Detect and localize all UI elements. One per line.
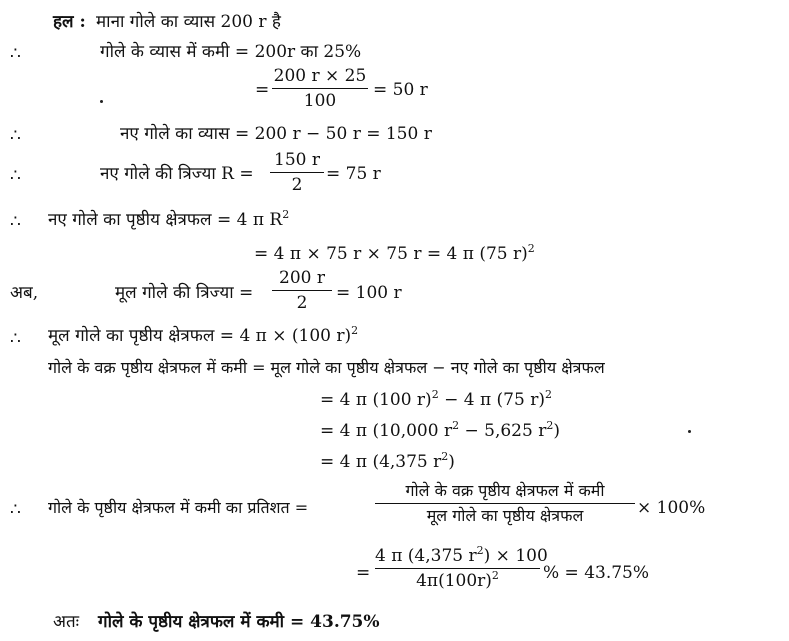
fraction-denominator: मूल गोले का पृष्ठीय क्षेत्रफल [426, 506, 584, 525]
original-radius-text: मूल गोले की त्रिज्या = [115, 283, 254, 303]
fraction-bar [270, 172, 324, 173]
decrease-step-3 [320, 452, 455, 472]
new-radius-text: नए गोले की त्रिज्या R = [100, 164, 254, 184]
therefore-symbol: ∴ [10, 500, 21, 520]
expression: ) × 100 [483, 546, 548, 566]
expression: मूल गोले का पृष्ठीय क्षेत्रफल = 4 π × (100 r) [48, 326, 352, 346]
fraction-denominator: 2 [296, 293, 308, 313]
fraction-denominator [375, 571, 540, 591]
final-answer-text: गोले के पृष्ठीय क्षेत्रफल में कमी = 43.75% [98, 612, 380, 632]
exponent: 2 [351, 324, 359, 337]
exponent: 2 [476, 544, 484, 557]
fraction-numerator [375, 544, 548, 566]
exponent: 2 [546, 419, 554, 432]
expression: = 4 π × 75 r × 75 r = 4 π (75 r) [254, 244, 528, 264]
final-percentage-text: % = 43.75% [543, 563, 650, 583]
result-text: = 50 r [373, 80, 428, 100]
now-label: अब, [10, 283, 39, 303]
exponent: 2 [282, 208, 290, 221]
fraction-final [375, 544, 548, 591]
exponent: 2 [527, 242, 535, 255]
expression: = 4 π (4,375 r [320, 452, 442, 472]
expression: नए गोले का पृष्ठीय क्षेत्रफल = 4 π R [48, 210, 283, 230]
expression: = 4 π (10,000 r [320, 421, 453, 441]
expression: = 4 π (100 r) [320, 390, 432, 410]
expression: 4 π (4,375 r [375, 546, 477, 566]
fraction-bar [272, 88, 368, 89]
expression: − 4 π (75 r) [438, 390, 545, 410]
assumption-text: माना गोले का व्यास 200 r है [96, 12, 281, 32]
therefore-symbol: ∴ [10, 329, 21, 349]
fraction-new-radius [270, 150, 324, 195]
print-speck [100, 100, 103, 103]
therefore-symbol: ∴ [10, 44, 21, 64]
expression: ) [553, 421, 560, 441]
diameter-decrease-text: गोले के व्यास में कमी = 200r का 25% [100, 42, 362, 62]
equals-sign: = [255, 80, 270, 100]
exponent: 2 [431, 388, 439, 401]
new-surface-area-text [48, 210, 289, 230]
solution-label: हल : [53, 12, 86, 32]
percent-decrease-text: गोले के पृष्ठीय क्षेत्रफल में कमी का प्रतिशत = [48, 498, 309, 517]
exponent: 2 [491, 569, 499, 582]
decrease-step-1 [320, 390, 552, 410]
multiplier-text: × 100% [637, 498, 706, 518]
fraction-denominator: 100 [303, 91, 337, 111]
fraction-diameter [272, 66, 368, 111]
fraction-original-radius [272, 268, 332, 313]
fraction-numerator: 200 r [279, 268, 325, 288]
print-speck [688, 430, 691, 433]
fraction-bar [272, 290, 332, 291]
exponent: 2 [544, 388, 552, 401]
new-surface-area-expansion [254, 244, 535, 264]
result-text: = 100 r [336, 283, 402, 303]
fraction-bar [375, 568, 540, 569]
exponent: 2 [441, 450, 449, 463]
decrease-step-2 [320, 421, 560, 441]
expression: − 5,625 r [459, 421, 547, 441]
therefore-symbol: ∴ [10, 166, 21, 186]
therefore-symbol: ∴ [10, 126, 21, 146]
fraction-percent [375, 481, 635, 526]
fraction-denominator: 2 [291, 175, 303, 195]
expression: ) [448, 452, 455, 472]
expression: 4π(100r) [416, 571, 492, 591]
fraction-numerator: 200 r × 25 [273, 66, 367, 86]
therefore-symbol: ∴ [10, 212, 21, 232]
result-text: = 75 r [326, 164, 381, 184]
hence-label: अतः [53, 612, 80, 632]
original-surface-area-text [48, 326, 358, 346]
fraction-numerator: गोले के वक्र पृष्ठीय क्षेत्रफल में कमी [405, 481, 605, 500]
new-diameter-text: नए गोले का व्यास = 200 r − 50 r = 150 r [120, 124, 432, 144]
fraction-numerator: 150 r [274, 150, 320, 170]
exponent: 2 [452, 419, 460, 432]
equals-sign: = [356, 563, 371, 583]
curved-surface-decrease-text: गोले के वक्र पृष्ठीय क्षेत्रफल में कमी = मूल गोले का पृष्ठीय क्षेत्रफल − नए गोले का पृष्ठीय क्षेत्रफल [48, 358, 605, 377]
fraction-bar [375, 503, 635, 504]
